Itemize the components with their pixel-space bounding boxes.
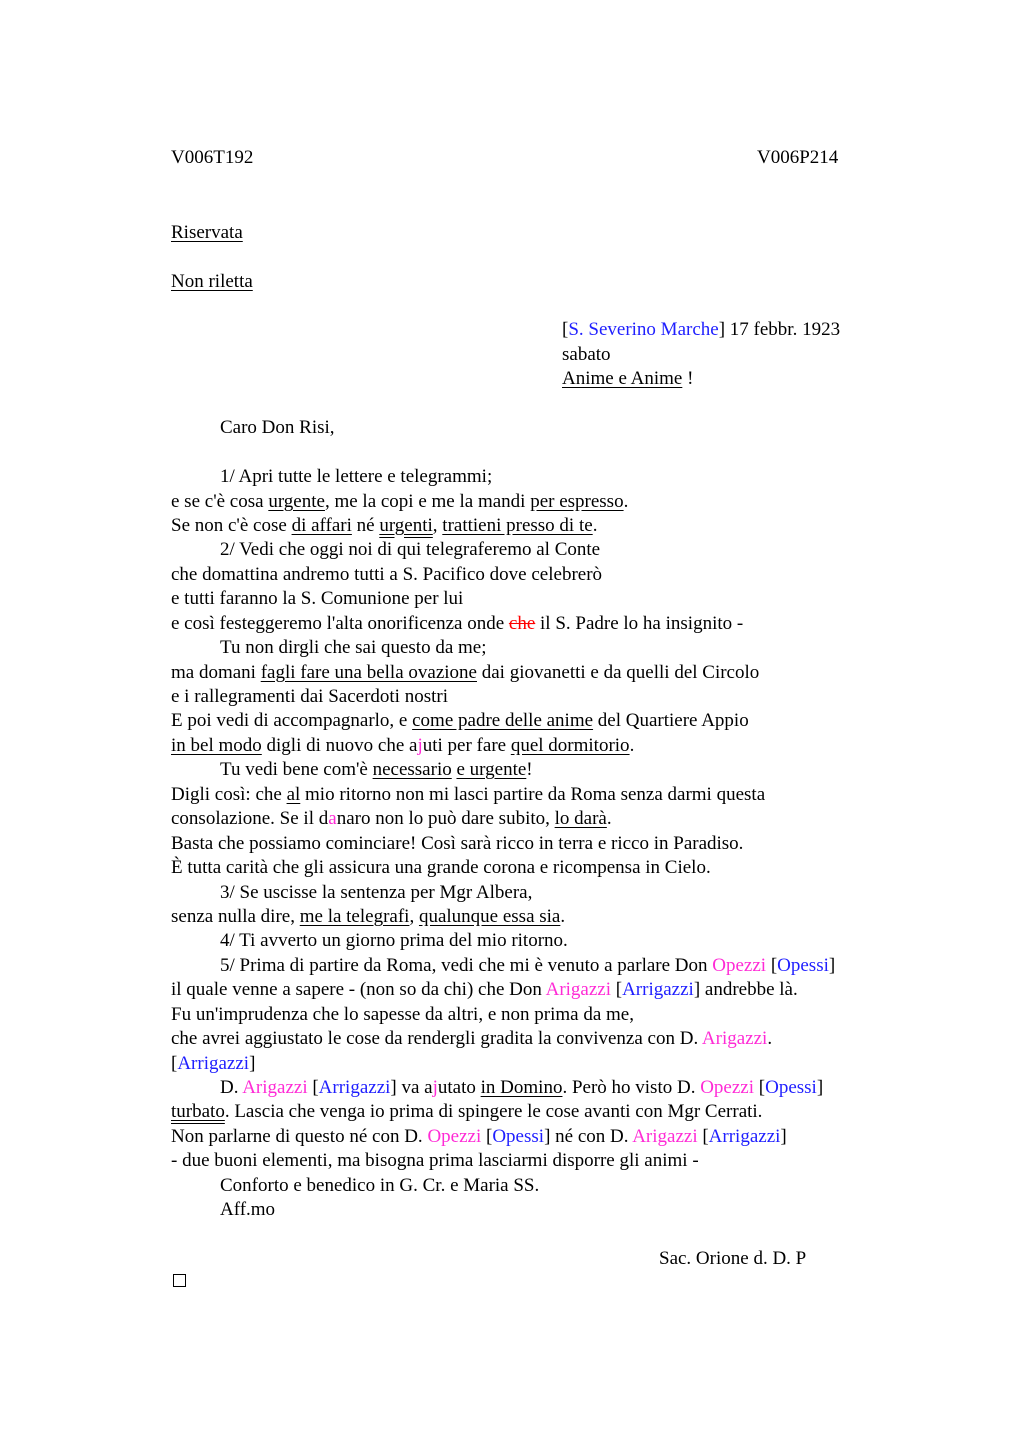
body-line: Basta che possiamo cominciare! Così sarà ricco in terra e ricco in Paradiso.	[171, 833, 744, 854]
motto-text: Anime e Anime	[562, 368, 683, 389]
text: consolazione. Se il d	[171, 808, 329, 829]
motto-tail: !	[682, 368, 694, 389]
text: utato	[437, 1077, 481, 1098]
original-name: Arigazzi	[545, 979, 611, 1000]
text: Digli così: che	[171, 784, 287, 805]
text: ma domani	[171, 662, 261, 683]
motto	[562, 367, 693, 391]
text: E poi vedi di accompagnarlo, e	[171, 710, 413, 731]
text: ]	[249, 1053, 256, 1074]
text: né	[351, 515, 380, 536]
body-line: È tutta carità che gli assicura una grande corona e ricompensa in Cielo.	[171, 857, 711, 878]
body-line: e tutti faranno la S. Comunione per lui	[171, 588, 464, 609]
underlined-text: come padre delle anime	[412, 710, 594, 731]
text: ]	[828, 955, 836, 976]
body-line: 3/ Se uscisse la sentenza per Mgr Albera,	[220, 882, 533, 903]
original-name: Opezzi	[700, 1077, 755, 1098]
salutation: Caro Don Risi,	[220, 417, 335, 438]
text: ]	[780, 1126, 787, 1147]
body-line	[171, 783, 765, 807]
text: .	[592, 515, 598, 536]
text: ,	[409, 906, 419, 927]
text: [	[481, 1126, 493, 1147]
note-riservata: Riservata	[171, 222, 243, 243]
editorial-name: Opessi	[765, 1077, 817, 1098]
double-underlined-text: turbato	[171, 1101, 225, 1122]
text: Se non c'è cose	[171, 515, 292, 536]
editorial-name: Opessi	[777, 955, 829, 976]
underlined-text: di affari	[291, 515, 352, 536]
text: [	[171, 1053, 178, 1074]
closing-blessing: Conforto e benedico in G. Cr. e Maria SS.	[220, 1175, 540, 1196]
text: Non parlarne di questo né con D.	[171, 1126, 428, 1147]
deleted-text: che	[508, 613, 536, 634]
underlined-text: urgente	[268, 491, 325, 512]
original-name: Arigazzi	[701, 1028, 768, 1049]
text: digli di nuovo che a	[261, 735, 418, 756]
body-line	[171, 1027, 772, 1051]
closing-affmo: Aff.mo	[220, 1199, 276, 1220]
document-code-left: V006T192	[171, 147, 254, 168]
editorial-name: Opessi	[492, 1126, 545, 1147]
body-line	[171, 709, 749, 733]
body-line	[171, 490, 628, 514]
bracket: [	[562, 319, 569, 340]
text: e così festeggeremo l'alta onorificenza onde	[171, 613, 509, 634]
body-line	[171, 612, 743, 636]
underlined-text: e urgente	[456, 759, 527, 780]
corrected-letter: a	[328, 808, 337, 829]
text: che avrei aggiustato le cose da rendergli gradita la convivenza con D.	[171, 1028, 702, 1049]
underlined-text: in Domino	[480, 1077, 563, 1098]
original-name: Opezzi	[712, 955, 767, 976]
underlined-text: per espresso	[530, 491, 624, 512]
text: e se c'è cosa	[171, 491, 269, 512]
underlined-text: fagli fare una bella ovazione	[260, 662, 477, 683]
signature: Sac. Orione d. D. P	[659, 1248, 807, 1269]
editorial-name: Arrigazzi	[177, 1053, 250, 1074]
text: Tu vedi bene com'è	[220, 759, 373, 780]
body-line	[171, 807, 612, 831]
underlined-text: in bel modo	[171, 735, 262, 756]
document-code-right: V006P214	[757, 147, 839, 168]
underlined-text: lo darà	[554, 808, 607, 829]
text: .	[629, 735, 635, 756]
underlined-text: quel dormitorio	[510, 735, 630, 756]
underlined-text: al	[286, 784, 301, 805]
body-line	[220, 954, 835, 978]
body-line	[171, 661, 759, 685]
body-line	[171, 1125, 787, 1149]
body-line: - due buoni elementi, ma bisogna prima lasciarmi disporre gli animi -	[171, 1150, 699, 1171]
text: del Quartiere Appio	[593, 710, 749, 731]
body-line	[220, 758, 533, 782]
editorial-name: Arrigazzi	[708, 1126, 781, 1147]
text: [	[766, 955, 778, 976]
text: il S. Padre lo ha insignito -	[535, 613, 744, 634]
text: 5/ Prima di partire da Roma, vedi che mi è venuto a parlare Don	[220, 955, 713, 976]
original-name: Arigazzi	[632, 1126, 698, 1147]
note-non-riletta: Non riletta	[171, 271, 253, 292]
weekday: sabato	[562, 344, 611, 365]
original-name: Opezzi	[427, 1126, 482, 1147]
body-line	[171, 905, 565, 929]
body-line: che domattina andremo tutti a S. Pacifico dove celebrerò	[171, 564, 603, 585]
underlined-text: qualunque essa sia	[418, 906, 561, 927]
text: ,	[432, 515, 443, 536]
place-name: S. Severino Marche	[568, 319, 719, 340]
text: .	[623, 491, 629, 512]
body-line	[171, 734, 634, 758]
text: D.	[220, 1077, 243, 1098]
body-line	[171, 514, 597, 538]
text: .	[767, 1028, 773, 1049]
body-line: Fu un'imprudenza che lo sapesse da altri, e non prima da me,	[171, 1004, 634, 1025]
double-underlined-text: urgenti	[379, 515, 433, 536]
body-line	[171, 1052, 255, 1076]
original-name: Arigazzi	[242, 1077, 308, 1098]
text: . Lascia che venga io prima di spingere le cose avanti con Mgr Cerrati.	[224, 1101, 763, 1122]
text: il quale venne a sapere - (non so da chi) che Don	[171, 979, 546, 1000]
underlined-text: me la telegrafi	[299, 906, 410, 927]
body-line: 4/ Ti avverto un giorno prima del mio ritorno.	[220, 930, 568, 951]
text: [	[611, 979, 623, 1000]
text: [	[307, 1077, 319, 1098]
text: ] andrebbe là.	[693, 979, 798, 1000]
body-line	[171, 978, 798, 1002]
square-outline-icon	[173, 1274, 186, 1287]
underlined-text: necessario	[372, 759, 452, 780]
editorial-name: Arrigazzi	[622, 979, 694, 1000]
text: dai giovanetti e da quelli del Circolo	[476, 662, 760, 683]
body-line	[171, 1100, 762, 1124]
editorial-name: Arrigazzi	[318, 1077, 391, 1098]
text: mio ritorno non mi lasci partire da Roma senza darmi questa	[300, 784, 766, 805]
text: , me la copi e me la mandi	[324, 491, 531, 512]
body-line: Tu non dirgli che sai questo da me;	[220, 637, 487, 658]
text: uti per fare	[422, 735, 511, 756]
text: ] né con D.	[544, 1126, 633, 1147]
text: [	[697, 1126, 709, 1147]
text: ]	[816, 1077, 824, 1098]
body-line: e i rallegramenti dai Sacerdoti nostri	[171, 686, 448, 707]
date: ] 17 febbr. 1923	[718, 319, 841, 340]
text: . Però ho visto D.	[562, 1077, 701, 1098]
corrected-letter: j	[432, 1077, 438, 1098]
body-line: 1/ Apri tutte le lettere e telegrammi;	[220, 466, 493, 487]
corrected-letter: j	[417, 735, 423, 756]
text: ] va a	[390, 1077, 433, 1098]
underlined-text: trattieni presso di te	[442, 515, 593, 536]
text: senza nulla dire,	[171, 906, 300, 927]
text: .	[606, 808, 612, 829]
body-line: 2/ Vedi che oggi noi di qui telegraferemo al Conte	[220, 539, 601, 560]
text: !	[526, 759, 533, 780]
text: .	[560, 906, 566, 927]
body-line	[220, 1076, 823, 1100]
text: [	[754, 1077, 766, 1098]
dateline	[562, 318, 840, 342]
text: naro non lo può dare subito,	[336, 808, 555, 829]
